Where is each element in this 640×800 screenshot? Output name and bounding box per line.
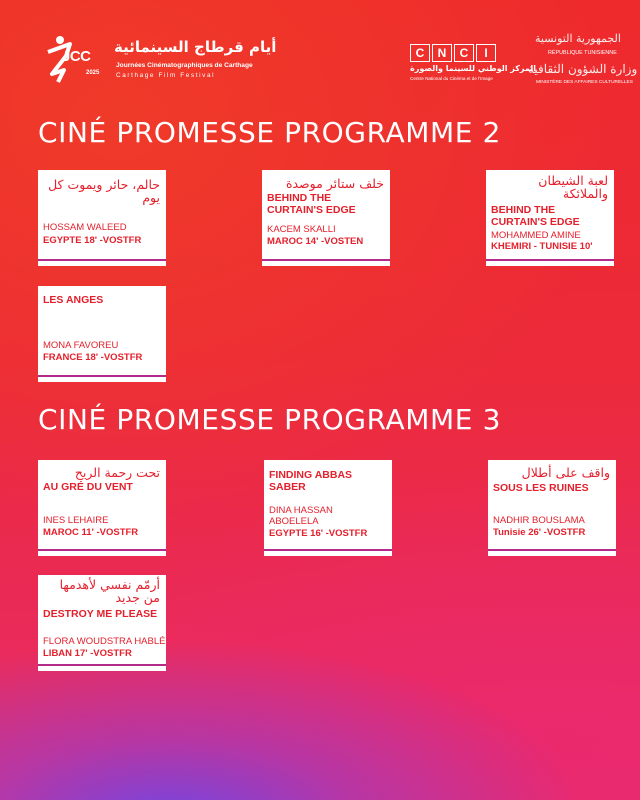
header <box>0 0 640 110</box>
film-arabic-title: حالم، حائر ويموت كل يوم <box>48 177 160 205</box>
film-card[interactable] <box>38 460 166 556</box>
film-card[interactable] <box>38 170 166 266</box>
film-arabic-title: أرمّم نفسي لأهدمها من جديد <box>59 577 160 605</box>
republic-arabic: الجمهورية التونسية <box>535 32 621 45</box>
film-meta: EGYPTE 16' -VOSTFR <box>269 528 368 539</box>
film-card[interactable] <box>38 575 166 671</box>
director-name: MONA FAVOREU <box>43 340 119 351</box>
film-card[interactable] <box>38 286 166 382</box>
film-title: BEHIND THE CURTAIN'S EDGE <box>267 192 356 216</box>
film-arabic-title: خلف ستائر موصدة <box>285 176 384 191</box>
cnci-letter: N <box>432 44 452 62</box>
director-name: KACEM SKALLI <box>267 224 336 235</box>
card-stripe <box>262 259 390 261</box>
film-meta: KHEMIRI - TUNISIE 10' <box>491 241 593 252</box>
director-name: MOHAMMED AMINE <box>491 230 581 241</box>
film-meta: Tunisie 26' -VOSTFR <box>493 527 586 538</box>
film-meta: LIBAN 17' -VOSTFR <box>43 648 132 659</box>
film-meta: MAROC 11' -VOSTFR <box>43 527 139 538</box>
film-title: LES ANGES <box>43 294 104 306</box>
festival-french-name: Journées Cinématographiques de Carthage <box>116 62 253 69</box>
card-stripe <box>264 549 392 551</box>
cnci-letter: I <box>476 44 496 62</box>
card-stripe <box>38 375 166 377</box>
film-title: AU GRÉ DU VENT <box>43 481 133 493</box>
director-name: DINA HASSAN <box>269 505 333 516</box>
ministry-arabic: وزارة الشؤون الثقافية <box>528 62 638 76</box>
director-name: NADHIR BOUSLAMA <box>493 515 585 526</box>
festival-arabic-name: أيام قرطاج السينمائية <box>114 38 277 56</box>
director-name: FLORA WOUDSTRA HABLÉ <box>43 636 166 647</box>
card-stripe <box>486 259 614 261</box>
director-name: HOSSAM WALEED <box>43 222 127 233</box>
card-stripe <box>38 664 166 666</box>
cnci-arabic-name: المركز الوطني للسينما والصورة <box>410 64 536 73</box>
programme-3-title: CINÉ PROMESSE PROGRAMME 3 <box>38 403 501 436</box>
film-title: DESTROY ME PLEASE <box>43 608 158 620</box>
film-title: BEHIND THE CURTAIN'S EDGE <box>491 204 580 228</box>
director-name: INES LEHAIRE <box>43 515 109 526</box>
film-meta: EGYPTE 18' -VOSTFR <box>43 235 142 246</box>
cnci-french-name: Centre National du Cinéma et de l'Image <box>410 76 493 81</box>
cnci-letter: C <box>454 44 474 62</box>
jcc-logo-text: JCC <box>62 48 91 65</box>
programme-2-title: CINÉ PROMESSE PROGRAMME 2 <box>38 116 501 149</box>
film-title: SOUS LES RUINES <box>493 482 589 494</box>
film-meta: MAROC 14' -VOSTEN <box>267 236 364 247</box>
director-name: ABOELELA <box>269 516 319 527</box>
card-stripe <box>38 549 166 551</box>
republic-french: RÉPUBLIQUE TUNISIENNE <box>548 50 617 56</box>
film-card[interactable] <box>488 460 616 556</box>
film-arabic-title: لعبة الشيطان والملائكة <box>538 173 608 201</box>
film-card[interactable] <box>264 460 392 556</box>
film-arabic-title: تحت رحمة الريح <box>74 465 160 480</box>
card-stripe <box>38 259 166 261</box>
cnci-letter: C <box>410 44 430 62</box>
film-title: FINDING ABBAS SABER <box>269 469 353 493</box>
card-stripe <box>488 549 616 551</box>
cnci-logo <box>410 44 496 62</box>
film-card[interactable] <box>262 170 390 266</box>
film-card[interactable] <box>486 170 614 266</box>
festival-english-name: Carthage Film Festival <box>116 72 216 79</box>
jcc-year: 2025 <box>86 70 100 76</box>
film-meta: FRANCE 18' -VOSTFR <box>43 352 143 363</box>
ministry-french: MINISTÈRE DES AFFAIRES CULTURELLES <box>536 80 633 85</box>
film-arabic-title: واقف على أطلال <box>521 465 610 480</box>
